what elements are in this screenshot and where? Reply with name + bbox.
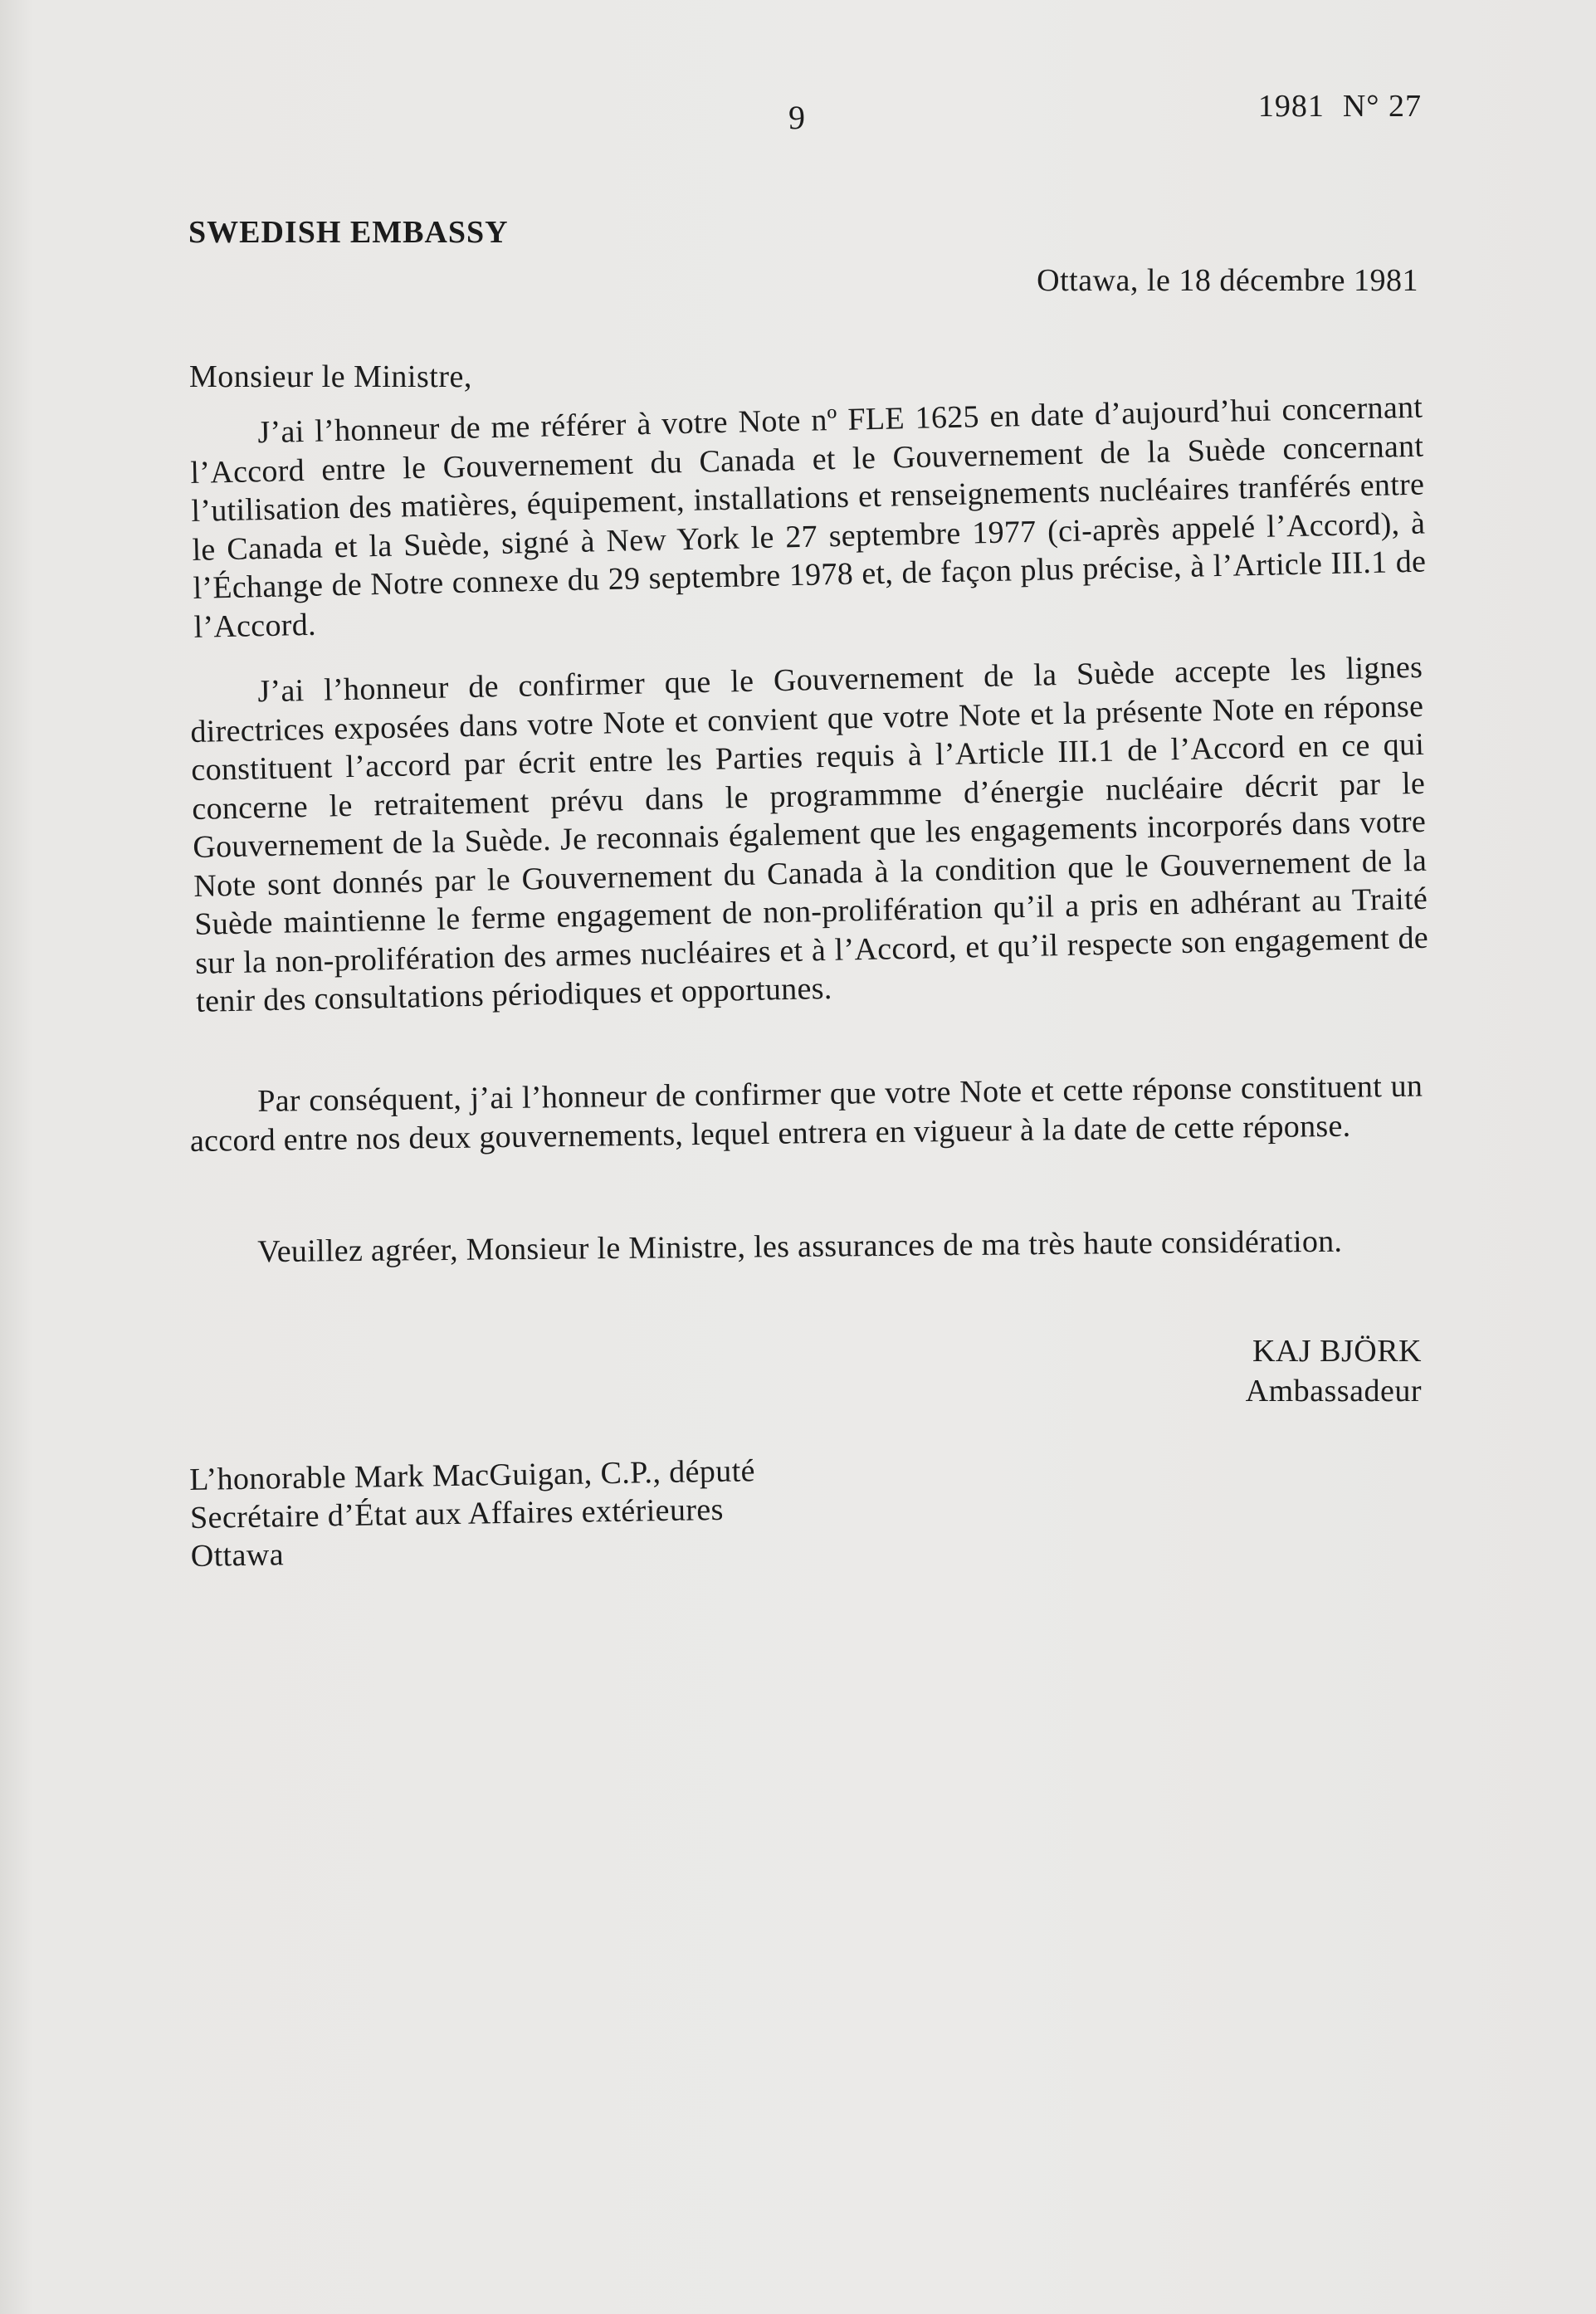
addressee-block [189,1452,757,1575]
addressee-line-1: L’honorable Mark MacGuigan, C.P., député [189,1453,756,1497]
salutation: Monsieur le Ministre, [189,359,472,394]
signatory-title: Ambassadeur [1245,1374,1422,1408]
letterhead: SWEDISH EMBASSY [188,215,509,250]
addressee-line-3: Ottawa [190,1537,285,1574]
paragraph-3-text: Par conséquent, j’ai l’honneur de confirmer que votre Note et cette réponse constituent un accord entre nos deux gouvernements, lequel entrera en vigueur à la date de cette réponse. [189,1068,1423,1159]
paragraph-4 [189,1222,1423,1272]
signature-block [1246,1331,1422,1411]
place-date: Ottawa, le 18 décembre 1981 [1037,263,1418,298]
issue-year: 1981 [1257,89,1325,124]
paragraph-2 [189,648,1429,1022]
addressee-line-2: Secrétaire d’État aux Affaires extérieures [189,1491,725,1535]
paragraph-2-text: J’ai l’honneur de confirmer que le Gouvernement de la Suède accepte les lignes directrices exposées dans votre Note et convient que votre Note et la présente Note en réponse constituent l’accord par écrit entre les Parties requis à l’Article III.1 de l’Accord en ce qui concerne le retraitement prévu dans le programmme d’énergie nucléaire décrit par le Gouvernement de la Suède. Je reconnais également que les engagements incorporés dans votre Note sont donnés par le Gouvernement du Canada à la condition que le Gouvernement de la Suède maintienne le ferme engagement de non-prolifération qu’il a pris en adhérant au Traité sur la non-prolifération des armes nucléaires et à l’Accord, et qu’il respecte son engagement de tenir des consultations périodiques et opportunes. [190,649,1429,1019]
paragraph-1-text: J’ai l’honneur de me référer à votre Note nº FLE 1625 en date d’aujourd’hui concernant l’Accord entre le Gouvernement du Canada et le Gouvernement de la Suède concernant l’utilisation des matières, équipement, installations et renseignements nucléaires tranférés entre le Canada et la Suède, signé à New York le 27 septembre 1977 (ci-après appelé l’Accord), à l’Échange de Notre connexe du 29 septembre 1978 et, de façon plus précise, à l’Article III.1 de l’Accord. [190,389,1427,645]
issue-number: N° 27 [1342,89,1422,124]
paragraph-1 [189,388,1428,647]
signatory-name: KAJ BJÖRK [1252,1334,1422,1369]
paragraph-3 [189,1067,1423,1160]
page-number: 9 [788,99,805,136]
paragraph-4-text: Veuillez agréer, Monsieur le Ministre, les assurances de ma très haute considération. [257,1223,1343,1270]
issue-reference [1258,88,1422,124]
